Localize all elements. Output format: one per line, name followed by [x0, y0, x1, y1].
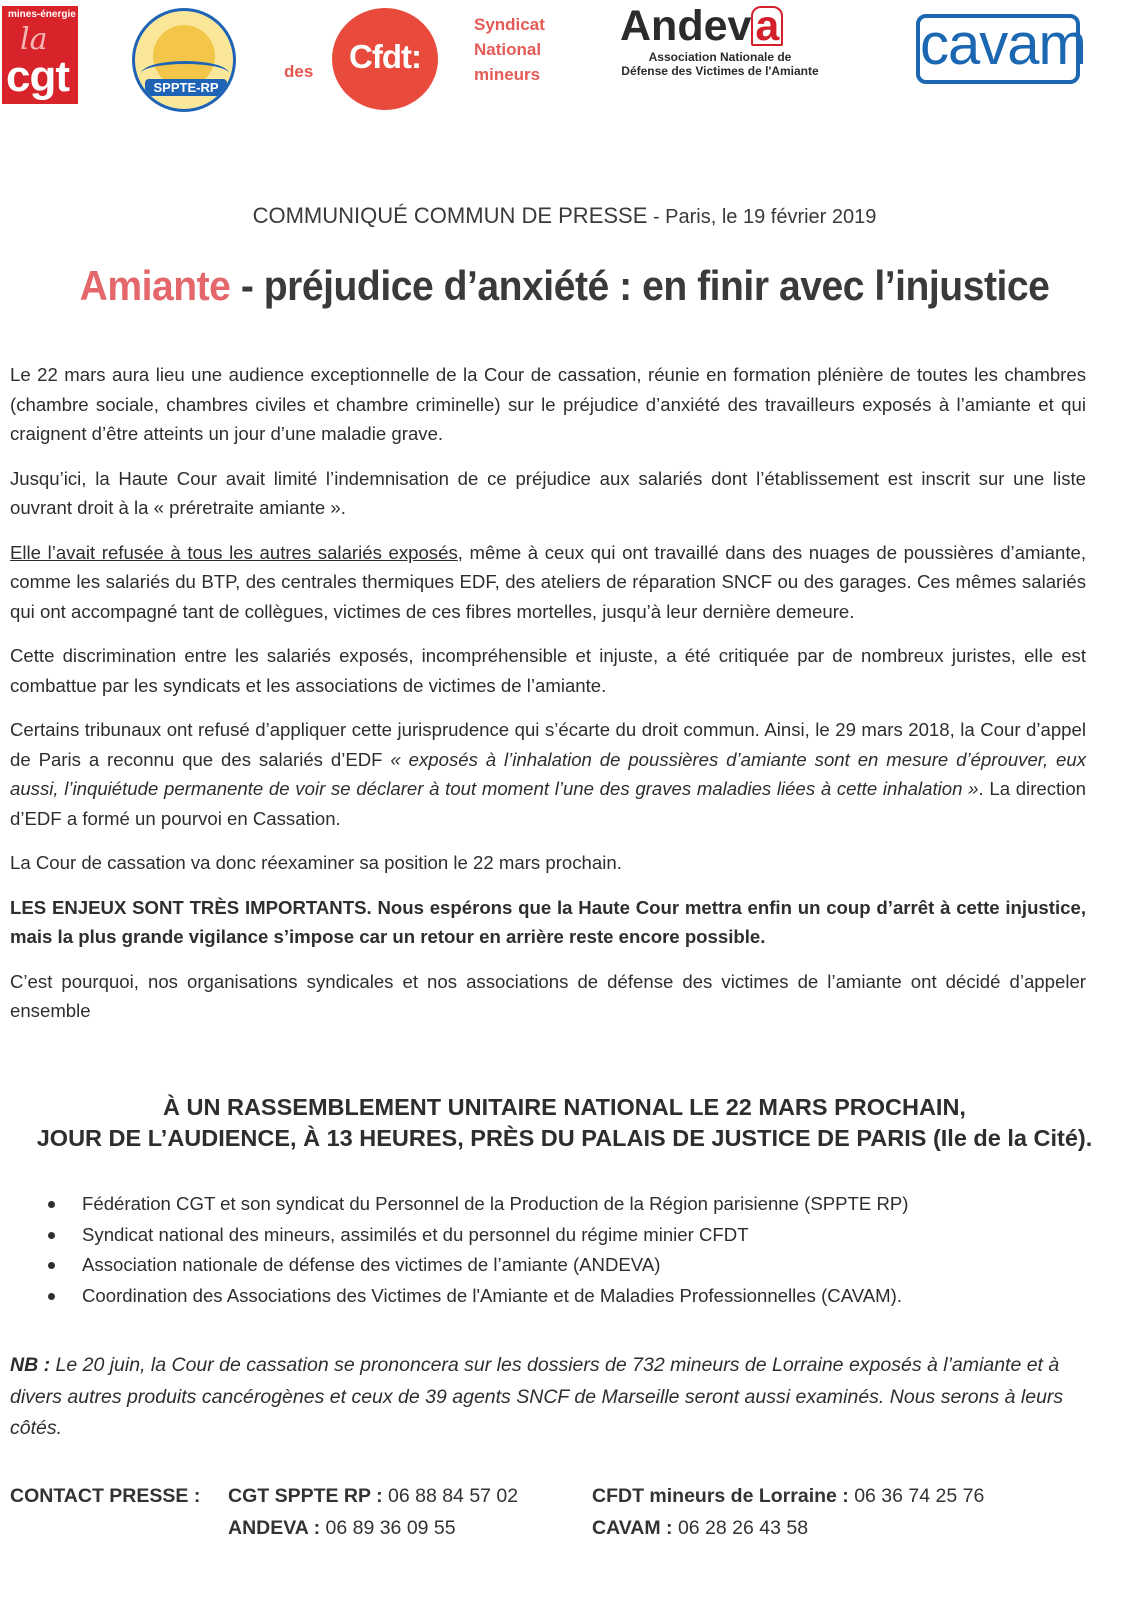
- rally-line-2: JOUR DE L’AUDIENCE, À 13 HEURES, PRÈS DU PALAIS DE JUSTICE DE PARIS (Ile de la Cité).: [36, 1125, 1093, 1151]
- contact-column-1: [228, 1480, 518, 1544]
- syndicat-line-2: National: [474, 40, 542, 59]
- cavam-wordmark: cavam: [920, 12, 1086, 77]
- bullet-icon: [48, 1293, 55, 1300]
- cfdt-wordmark: Cfdt:: [349, 38, 421, 75]
- paragraph-8: C’est pourquoi, nos organisations syndicales et nos associations de défense des victimes de l’amiante ont décidé d’appeler ensemble: [10, 970, 1086, 1021]
- organization-name: Coordination des Associations des Victimes de l'Amiante et de Maladies Professionnelles (CAVAM).: [82, 1284, 903, 1306]
- paragraph-6: La Cour de cassation va donc réexaminer sa position le 22 mars prochain.: [10, 852, 622, 873]
- contact-label: CONTACT PRESSE :: [10, 1485, 201, 1507]
- list-item: [48, 1281, 1108, 1312]
- andeva-logo: [620, 2, 820, 79]
- andeva-wordmark: [620, 2, 783, 51]
- cgt-logo: [2, 6, 78, 104]
- paragraph-3-underlined: Elle l’avait refusée à tous les autres salariés exposés: [10, 541, 458, 563]
- cgt-tagline: mines-énergie: [8, 9, 76, 20]
- organization-name: Fédération CGT et son syndicat du Personnel de la Production de la Région parisienne (SPPTE RP): [82, 1193, 909, 1214]
- andeva-subtitle-2: Défense des Victimes de l'Amiante: [621, 64, 819, 78]
- contact-org: CGT SPPTE RP :: [228, 1485, 388, 1507]
- paragraph-3-rest: , même à ceux qui ont travaillé dans des nuages de poussières d’amiante, comme les salariés du BTP, des centrales thermiques EDF, des ateliers de réparation SNCF ou des garages. Ces mêmes salariés qui ont accompagné tant de collègues, victimes de ces fibres mortelles, jusqu’à leur dernière demeure.: [10, 541, 1086, 622]
- sppte-rp-logo: [132, 8, 236, 112]
- paragraph-7-caps: LES ENJEUX SONT TRÈS IMPORTANTS.: [10, 896, 372, 918]
- paragraph-3: [10, 538, 1086, 627]
- syndicat-line-1: Syndicat: [474, 15, 545, 34]
- paragraph-7: [10, 893, 1086, 952]
- contact-column-2: [592, 1480, 984, 1544]
- andeva-subtitle-1: Association Nationale de: [648, 50, 792, 64]
- title-accent: Amiante: [79, 262, 231, 309]
- title-rest: - préjudice d’anxiété : en finir avec l’injustice: [230, 262, 1050, 309]
- contact-org: CAVAM :: [592, 1517, 678, 1539]
- contact-entry: [592, 1480, 984, 1512]
- nb-text: Le 20 juin, la Cour de cassation se prononcera sur les dossiers de 732 mineurs de Lorraine exposés à l’amiante et à divers autres produits cancérogènes et ceux de 39 agents SNCF de Marseille seront aussi examinés. Nous serons à leurs côtés.: [10, 1354, 1064, 1439]
- organization-name: Syndicat national des mineurs, assimilés et du personnel du régime minier CFDT: [82, 1223, 749, 1245]
- bullet-icon: [48, 1262, 55, 1269]
- paragraph-5-quote: « exposés à l’inhalation de poussières d’amiante sont en mesure d’éprouver, eux aussi, l’inquiétude permanente de voir se déclarer à tout moment l’une des graves maladies liées à cette inhalation »: [10, 748, 1087, 799]
- paragraph-4: Cette discrimination entre les salariés exposés, incompréhensible et injuste, a été critiquée par de nombreux juristes, elle est combattue par les syndicats et les associations de victimes de l’amiante.: [10, 645, 1086, 696]
- syndicat-line-3: mineurs: [474, 65, 541, 84]
- page-title: [40, 262, 1090, 310]
- cgt-la: la: [20, 22, 48, 57]
- contact-phone: 06 28 26 43 58: [677, 1517, 809, 1539]
- list-item: [48, 1220, 1108, 1251]
- contact-org: CFDT mineurs de Lorraine :: [592, 1485, 855, 1507]
- article-body: [10, 360, 1086, 1041]
- nb-note: [10, 1350, 1086, 1445]
- syndicat-national-mineurs: [474, 12, 564, 87]
- organization-name: Association nationale de défense des victimes de l’amiante (ANDEVA): [82, 1254, 661, 1275]
- contact-phone: 06 36 74 25 76: [854, 1485, 985, 1507]
- contact-phone: 06 88 84 57 02: [388, 1485, 519, 1507]
- list-item: [48, 1189, 1108, 1220]
- paragraph-1: Le 22 mars aura lieu une audience exceptionnelle de la Cour de cassation, réunie en formation plénière de toutes les chambres (chambre sociale, chambres civiles et chambre criminelle) sur le préjudice d’anxiété des travailleurs exposés à l’amiante et qui craignent d’être atteints un jour d’une maladie grave.: [10, 364, 1086, 444]
- bullet-icon: [48, 1232, 55, 1239]
- andeva-prefix: Andev: [620, 2, 752, 50]
- paragraph-2: Jusqu’ici, la Haute Cour avait limité l’indemnisation de ce préjudice aux salariés dont l’établissement est inscrit sur une liste ouvrant droit à la « préretraite amiante ».: [10, 467, 1086, 518]
- press-release-kicker: [0, 203, 1129, 229]
- paragraph-5-start: Certains tribunaux ont refusé d’appliquer cette jurisprudence qui s’écarte du droit commun. Ainsi, le 29 mars 2018, la Cour d’appel de Paris a reconnu que des salariés d’EDF: [10, 719, 1086, 770]
- paragraph-5: [10, 715, 1086, 833]
- paragraph-5-end: . La direction d’EDF a formé un pourvoi en Cassation.: [10, 778, 1086, 829]
- des-connector: des: [284, 62, 314, 81]
- sppte-rp-label: SPPTE-RP: [145, 79, 227, 96]
- kicker-main: COMMUNIQUÉ COMMUN DE PRESSE: [252, 203, 648, 228]
- organization-list: [48, 1189, 1108, 1311]
- contact-phone: 06 89 36 09 55: [325, 1517, 456, 1539]
- nb-label: NB :: [10, 1354, 51, 1376]
- rally-announcement: [0, 1092, 1129, 1154]
- contact-entry: [228, 1480, 518, 1512]
- logo-header: [0, 0, 1129, 125]
- rally-line-1: À UN RASSEMBLEMENT UNITAIRE NATIONAL LE 22 MARS PROCHAIN,: [163, 1094, 966, 1120]
- contact-entry: [592, 1512, 984, 1544]
- andeva-a: a: [751, 6, 783, 46]
- paragraph-7-rest: Nous espérons que la Haute Cour mettra enfin un coup d’arrêt à cette injustice, mais la plus grande vigilance s’impose car un retour en arrière reste encore possible.: [10, 896, 1086, 947]
- bullet-icon: [48, 1201, 55, 1208]
- list-item: [48, 1250, 1108, 1281]
- cfdt-logo: [332, 8, 438, 110]
- contact-entry: [228, 1512, 518, 1544]
- cgt-wordmark: cgt: [6, 52, 69, 101]
- kicker-place-date: - Paris, le 19 février 2019: [647, 206, 877, 228]
- contact-org: ANDEVA :: [228, 1517, 326, 1539]
- cavam-logo: [916, 10, 1086, 86]
